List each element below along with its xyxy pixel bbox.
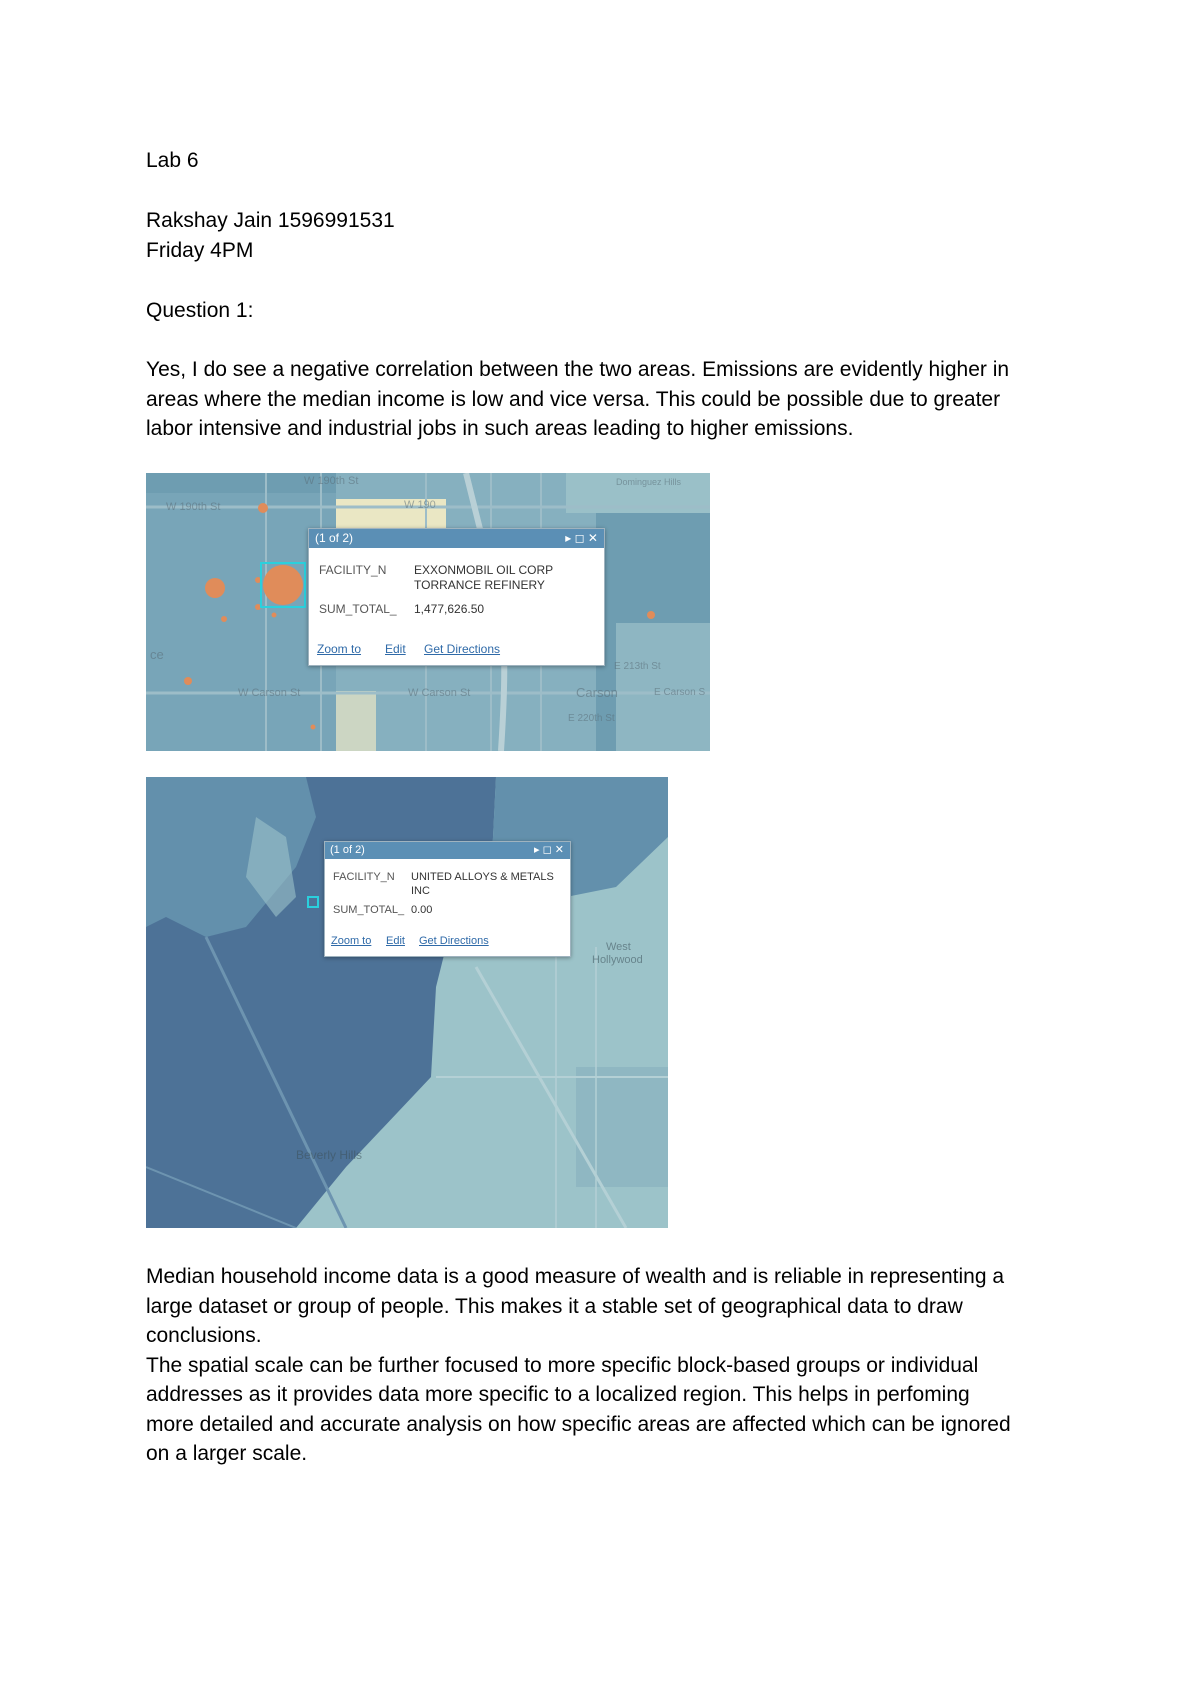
popup-header: [325, 842, 570, 859]
paragraph-line: conclusions.: [146, 1324, 262, 1347]
popup-field-label: FACILITY_N: [319, 563, 387, 577]
popup-counter: (1 of 2): [315, 531, 354, 545]
emissions-map-screenshot: [146, 473, 710, 751]
popup-controls[interactable]: ▸ ◻ ✕: [534, 844, 564, 856]
zoom-to-link[interactable]: Zoom to: [331, 935, 372, 947]
author-line: Rakshay Jain 1596991531: [146, 209, 395, 232]
feature-popup: [308, 528, 605, 666]
edit-link[interactable]: Edit: [385, 642, 406, 656]
edit-link[interactable]: Edit: [386, 935, 405, 947]
question-heading: Question 1:: [146, 299, 254, 322]
place-label: Beverly Hills: [296, 1148, 363, 1162]
street-label: E 220th St: [568, 713, 615, 724]
popup-field-value: INC: [411, 885, 430, 897]
popup-counter: (1 of 2): [330, 844, 365, 856]
paragraph-line: large dataset or group of people. This makes it a stable set of geographical data to draw: [146, 1294, 963, 1318]
paragraph-line: labor intensive and industrial jobs in such areas leading to higher emissions.: [146, 417, 854, 440]
paragraph-line: on a larger scale.: [146, 1442, 308, 1465]
place-label: Carson: [576, 685, 618, 700]
income-map-screenshot: [146, 777, 668, 1228]
popup-controls[interactable]: ▸ ◻ ✕: [565, 531, 598, 545]
section-line: Friday 4PM: [146, 239, 254, 262]
popup-field-value: UNITED ALLOYS & METALS: [411, 871, 554, 883]
street-label: W Carson St: [238, 687, 301, 699]
popup-field-value: 1,477,626.50: [414, 602, 485, 616]
answer-paragraph-2: [146, 1262, 1066, 1469]
popup-field-value: TORRANCE REFINERY: [414, 578, 545, 592]
popup-field-label: SUM_TOTAL_: [319, 602, 397, 616]
street-label: W Carson St: [408, 687, 471, 699]
get-directions-link[interactable]: Get Directions: [424, 642, 501, 656]
street-label: E Carson S: [654, 687, 706, 698]
place-label: Dominguez Hills: [616, 477, 682, 487]
answer-paragraph-1: [146, 355, 1066, 444]
place-label: Hollywood: [592, 954, 643, 966]
street-label: W 190th St: [166, 501, 221, 513]
feature-popup: [324, 841, 571, 957]
paragraph-line: Yes, I do see a negative correlation between the two areas. Emissions are evidently higher in: [146, 358, 1010, 381]
paragraph-line: more detailed and accurate analysis on how specific areas are affected which can be ignored: [146, 1412, 1011, 1436]
document-title: Lab 6: [146, 149, 199, 172]
paragraph-line: areas where the median income is low and vice versa. This could be possible due to greater: [146, 387, 1001, 411]
place-label: ce: [150, 647, 164, 662]
popup-field-value: EXXONMOBIL OIL CORP: [414, 563, 554, 577]
popup-field-label: SUM_TOTAL_: [333, 904, 405, 916]
place-label: West: [606, 941, 631, 953]
popup-field-label: FACILITY_N: [333, 871, 395, 883]
paragraph-line: addresses as it provides data more specific to a localized region. This helps in perfoming: [146, 1383, 970, 1406]
popup-field-value: 0.00: [411, 904, 433, 916]
zoom-to-link[interactable]: Zoom to: [317, 642, 362, 656]
street-label: E 213th St: [614, 661, 661, 672]
street-label: W 190: [404, 499, 436, 511]
paragraph-line: Median household income data is a good measure of wealth and is reliable in representing a: [146, 1265, 1005, 1288]
street-label: W 190th St: [304, 475, 359, 487]
get-directions-link[interactable]: Get Directions: [419, 935, 489, 947]
popup-header: [309, 529, 604, 548]
paragraph-line: The spatial scale can be further focused to more specific block-based groups or individual: [146, 1353, 979, 1377]
